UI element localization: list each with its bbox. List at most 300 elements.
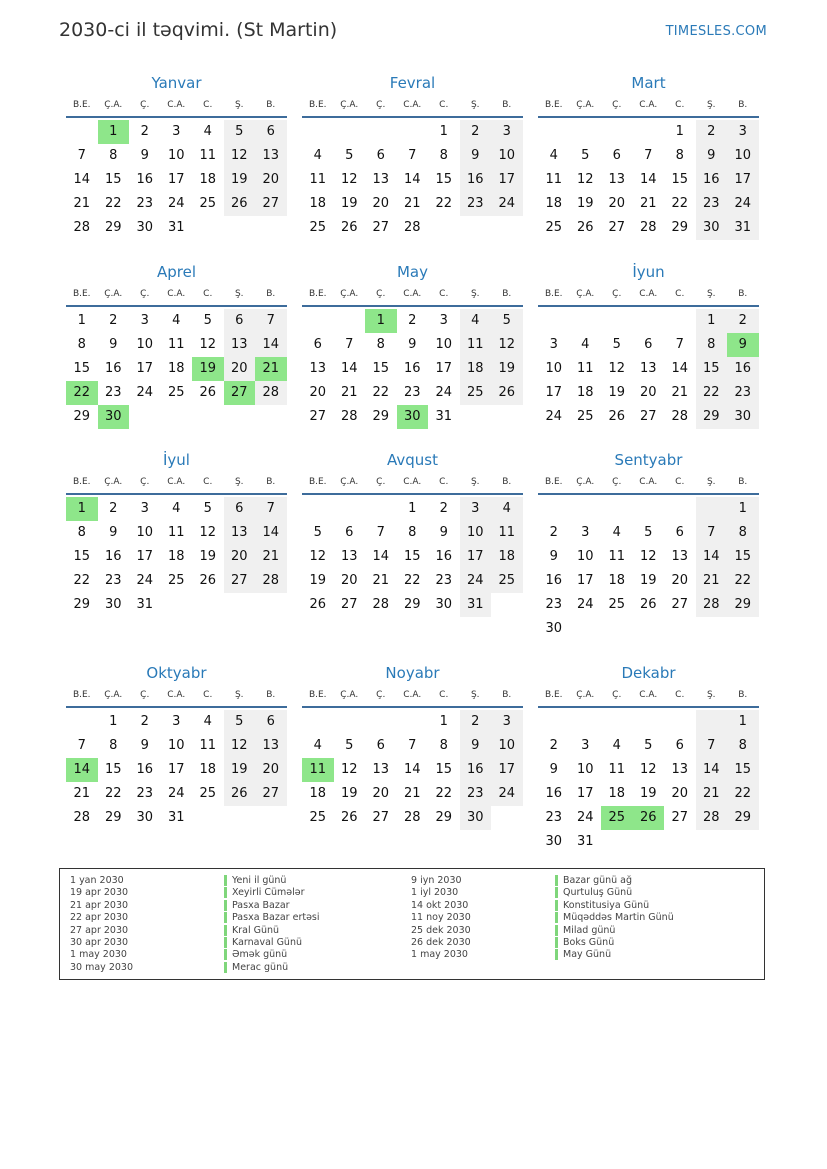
day-cell: 25: [199, 196, 217, 211]
day-cell: 11: [491, 521, 523, 545]
empty-cell: [538, 120, 570, 144]
month-name: Fevral: [389, 74, 436, 92]
weekday-label: C.: [675, 690, 685, 700]
weekday-label: C.A.: [167, 477, 186, 487]
legend-date: 1 iyl 2030: [411, 887, 459, 899]
weekday-label: Ç.A.: [576, 100, 595, 110]
day-cell: 16: [545, 573, 563, 588]
day-cell: 17: [545, 385, 563, 400]
empty-cell: [302, 710, 334, 734]
day-cell: 15: [696, 357, 728, 381]
day-cell: 10: [167, 738, 185, 753]
day-cell: 15: [435, 172, 453, 187]
day-cell: 23: [696, 192, 728, 216]
weekday-label: Ç.: [140, 477, 150, 487]
empty-cell: [601, 309, 633, 333]
empty-cell: [365, 497, 397, 521]
day-cell: 18: [545, 196, 563, 211]
day-cell: 16: [136, 762, 154, 777]
day-cell: 28: [403, 810, 421, 825]
holiday-color-marker: [224, 937, 227, 948]
day-cell: 1: [727, 710, 759, 734]
day-cell: 30: [136, 220, 154, 235]
day-cell: 6: [224, 309, 256, 333]
weekday-label: Ş.: [234, 690, 244, 700]
weekday-header: [538, 283, 759, 307]
empty-cell: [633, 830, 665, 854]
day-cell: 24: [460, 569, 492, 593]
empty-cell: [192, 405, 224, 429]
day-cell: 24: [167, 786, 185, 801]
day-cell: 22: [104, 196, 122, 211]
day-cell: 26: [491, 381, 523, 405]
day-cell: 4: [612, 738, 621, 753]
legend-holiday-name: Konstitusiya Günü: [563, 899, 650, 911]
legend-holiday-name: Merac günü: [232, 961, 289, 973]
empty-cell: [601, 830, 633, 854]
legend-holiday-name: Pasxa Bazar: [232, 899, 290, 911]
day-cell: 15: [727, 758, 759, 782]
day-cell: 6: [255, 120, 287, 144]
legend-holiday-name: Qurtuluş Günü: [563, 887, 633, 899]
day-cell: 5: [491, 309, 523, 333]
holiday-legend: [59, 868, 765, 980]
day-cell: 2: [549, 738, 558, 753]
weekday-label: B.: [738, 690, 748, 700]
day-cell: 28: [639, 220, 657, 235]
weekday-label: B.E.: [544, 477, 563, 487]
empty-cell: [601, 617, 633, 641]
legend-date: 27 apr 2030: [70, 924, 129, 936]
day-cell: 2: [140, 124, 149, 139]
weekday-label: C.A.: [639, 289, 658, 299]
legend-date: 30 may 2030: [70, 961, 134, 973]
day-cell: 6: [376, 148, 385, 163]
empty-cell: [397, 710, 429, 734]
legend-holiday-name: Kral Günü: [232, 924, 280, 936]
day-cell: 26: [199, 385, 217, 400]
day-cell: 14: [696, 758, 728, 782]
day-cell: 30: [696, 216, 728, 240]
day-cell: 7: [376, 525, 385, 540]
weekday-header: [66, 283, 287, 307]
day-cell: 19: [309, 573, 327, 588]
day-cell: 15: [104, 172, 122, 187]
legend-holiday-name: Pasxa Bazar ertəsi: [232, 912, 320, 924]
day-cell: 1: [675, 124, 684, 139]
day-cell: 28: [696, 593, 728, 617]
day-cell: 9: [727, 333, 759, 357]
day-cell: 3: [491, 710, 523, 734]
day-cell: 25: [460, 381, 492, 405]
empty-cell: [538, 710, 570, 734]
day-cell: 25: [309, 220, 327, 235]
day-cell: 15: [372, 361, 390, 376]
month-name: Noyabr: [385, 664, 440, 682]
day-grid: [66, 118, 287, 240]
day-cell: 26: [340, 810, 358, 825]
day-cell: 26: [199, 573, 217, 588]
day-cell: 12: [224, 734, 256, 758]
day-cell: 16: [435, 549, 453, 564]
weekday-header: [302, 684, 523, 708]
holiday-color-marker: [224, 900, 227, 911]
day-cell: 18: [309, 196, 327, 211]
day-cell: 22: [435, 786, 453, 801]
holiday-color-marker: [555, 912, 558, 923]
day-cell: 2: [727, 309, 759, 333]
day-cell: 7: [345, 337, 354, 352]
day-cell: 31: [435, 409, 453, 424]
day-cell: 23: [545, 597, 563, 612]
day-cell: 14: [696, 545, 728, 569]
day-cell: 19: [340, 196, 358, 211]
day-cell: 16: [136, 172, 154, 187]
holiday-color-marker: [224, 912, 227, 923]
weekday-label: Ç.A.: [104, 477, 123, 487]
day-cell: 11: [608, 762, 626, 777]
day-cell: 22: [727, 569, 759, 593]
empty-cell: [633, 617, 665, 641]
weekday-label: Ç.A.: [576, 690, 595, 700]
day-cell: 11: [545, 172, 563, 187]
day-cell: 26: [224, 782, 256, 806]
legend-date: 22 apr 2030: [70, 912, 129, 924]
day-cell: 22: [671, 196, 689, 211]
legend-holiday-name: Boks Günü: [563, 936, 615, 948]
day-cell: 4: [172, 313, 181, 328]
month-name: Aprel: [156, 263, 197, 281]
page-title: 2030-ci il təqvimi. (St Martin): [59, 19, 338, 41]
empty-cell: [161, 593, 193, 617]
day-cell: 10: [727, 144, 759, 168]
weekday-label: Ç.A.: [340, 100, 359, 110]
day-cell: 23: [136, 196, 154, 211]
day-cell: 3: [727, 120, 759, 144]
day-cell: 11: [167, 337, 185, 352]
day-cell: 16: [727, 357, 759, 381]
day-cell: 13: [255, 144, 287, 168]
day-cell: 5: [224, 120, 256, 144]
day-cell: 31: [727, 216, 759, 240]
day-cell: 21: [73, 196, 91, 211]
legend-date: 1 yan 2030: [70, 875, 124, 886]
day-cell: 8: [376, 337, 385, 352]
day-cell: 15: [403, 549, 421, 564]
day-cell: 26: [576, 220, 594, 235]
day-cell: 15: [73, 549, 91, 564]
empty-cell: [334, 710, 366, 734]
day-cell: 22: [435, 196, 453, 211]
empty-cell: [255, 593, 287, 617]
day-cell: 27: [372, 810, 390, 825]
day-cell: 26: [608, 409, 626, 424]
weekday-label: C.A.: [639, 477, 658, 487]
weekday-label: Ç.: [140, 100, 150, 110]
day-cell: 25: [167, 385, 185, 400]
day-cell: 14: [639, 172, 657, 187]
day-cell: 5: [644, 738, 653, 753]
day-cell: 15: [73, 361, 91, 376]
legend-holiday-name: Yeni il günü: [232, 875, 287, 886]
empty-cell: [66, 710, 98, 734]
day-cell: 14: [66, 758, 98, 782]
empty-cell: [302, 120, 334, 144]
empty-cell: [570, 710, 602, 734]
empty-cell: [601, 497, 633, 521]
legend-names: [555, 875, 674, 962]
day-cell: 8: [109, 738, 118, 753]
empty-cell: [224, 216, 256, 240]
weekday-label: Ç.: [140, 289, 150, 299]
weekday-label: B.: [266, 100, 276, 110]
day-cell: 18: [167, 549, 185, 564]
weekday-label: Ş.: [234, 289, 244, 299]
day-cell: 31: [576, 834, 594, 849]
day-cell: 1: [727, 497, 759, 521]
day-cell: 2: [439, 501, 448, 516]
day-cell: 30: [545, 621, 563, 636]
weekday-label: B.: [738, 100, 748, 110]
day-cell: 5: [345, 148, 354, 163]
day-cell: 7: [696, 521, 728, 545]
day-cell: 22: [73, 573, 91, 588]
day-cell: 4: [313, 738, 322, 753]
day-cell: 16: [545, 786, 563, 801]
day-cell: 27: [671, 810, 689, 825]
day-cell: 19: [199, 549, 217, 564]
empty-cell: [696, 497, 728, 521]
day-cell: 28: [340, 409, 358, 424]
day-cell: 1: [66, 497, 98, 521]
day-cell: 8: [727, 521, 759, 545]
day-cell: 22: [403, 573, 421, 588]
weekday-label: C.: [439, 477, 449, 487]
empty-cell: [727, 830, 759, 854]
day-cell: 14: [403, 172, 421, 187]
day-cell: 21: [696, 569, 728, 593]
weekday-header: [66, 471, 287, 495]
holiday-color-marker: [224, 887, 227, 898]
day-cell: 2: [460, 120, 492, 144]
weekday-label: B.E.: [308, 477, 327, 487]
weekday-header: [66, 684, 287, 708]
day-cell: 19: [639, 573, 657, 588]
day-cell: 14: [255, 333, 287, 357]
day-cell: 3: [172, 714, 181, 729]
day-cell: 22: [696, 381, 728, 405]
day-cell: 16: [403, 361, 421, 376]
day-cell: 21: [671, 385, 689, 400]
empty-cell: [302, 497, 334, 521]
day-cell: 19: [192, 357, 224, 381]
empty-cell: [538, 497, 570, 521]
day-cell: 24: [491, 782, 523, 806]
day-cell: 2: [460, 710, 492, 734]
day-cell: 6: [224, 497, 256, 521]
day-grid: [66, 307, 287, 429]
weekday-label: C.: [203, 690, 213, 700]
day-cell: 13: [639, 361, 657, 376]
weekday-label: Ç.: [376, 100, 386, 110]
day-cell: 13: [671, 549, 689, 564]
weekday-label: B.: [738, 289, 748, 299]
day-cell: 7: [644, 148, 653, 163]
day-cell: 4: [491, 497, 523, 521]
legend-holiday-name: Müqəddəs Martin Günü: [563, 912, 674, 924]
empty-cell: [460, 405, 492, 429]
day-cell: 27: [639, 409, 657, 424]
month-8: [302, 449, 523, 617]
day-cell: 3: [581, 525, 590, 540]
weekday-label: Ş.: [706, 690, 716, 700]
day-cell: 1: [109, 714, 118, 729]
month-7: [66, 449, 287, 617]
day-cell: 27: [671, 597, 689, 612]
day-cell: 2: [109, 501, 118, 516]
day-cell: 16: [460, 758, 492, 782]
weekday-header: [66, 94, 287, 118]
empty-cell: [491, 216, 523, 240]
weekday-label: B.E.: [544, 289, 563, 299]
day-cell: 3: [460, 497, 492, 521]
day-cell: 18: [608, 573, 626, 588]
day-cell: 11: [309, 172, 327, 187]
empty-cell: [491, 593, 523, 617]
legend-date: 1 may 2030: [70, 949, 127, 961]
weekday-label: C.: [203, 289, 213, 299]
day-cell: 7: [77, 148, 86, 163]
day-cell: 29: [435, 810, 453, 825]
day-cell: 25: [199, 786, 217, 801]
day-cell: 11: [608, 549, 626, 564]
weekday-label: B.: [266, 690, 276, 700]
day-cell: 13: [372, 172, 390, 187]
legend-names: [224, 875, 320, 974]
weekday-label: C.A.: [403, 100, 422, 110]
month-5: [302, 261, 523, 429]
empty-cell: [570, 497, 602, 521]
brand-link[interactable]: TIMESLES.COM: [665, 24, 767, 39]
day-cell: 18: [309, 786, 327, 801]
empty-cell: [664, 830, 696, 854]
day-cell: 31: [136, 597, 154, 612]
day-cell: 3: [581, 738, 590, 753]
day-cell: 23: [727, 381, 759, 405]
day-cell: 21: [372, 573, 390, 588]
day-cell: 8: [109, 148, 118, 163]
weekday-header: [302, 94, 523, 118]
day-cell: 10: [460, 521, 492, 545]
day-cell: 5: [644, 525, 653, 540]
day-cell: 4: [460, 309, 492, 333]
weekday-label: Ç.: [612, 100, 622, 110]
legend-date: 30 apr 2030: [70, 936, 129, 948]
day-cell: 10: [576, 762, 594, 777]
day-cell: 12: [340, 172, 358, 187]
weekday-label: Ş.: [470, 477, 480, 487]
day-cell: 18: [576, 385, 594, 400]
day-cell: 7: [696, 734, 728, 758]
holiday-color-marker: [224, 875, 227, 886]
day-cell: 10: [136, 337, 154, 352]
day-cell: 15: [435, 762, 453, 777]
day-cell: 9: [460, 734, 492, 758]
empty-cell: [428, 216, 460, 240]
day-cell: 8: [439, 148, 448, 163]
empty-cell: [570, 617, 602, 641]
day-cell: 29: [696, 405, 728, 429]
day-cell: 25: [608, 597, 626, 612]
weekday-label: Ç.A.: [576, 289, 595, 299]
day-cell: 12: [309, 549, 327, 564]
weekday-label: Ş.: [706, 100, 716, 110]
day-grid: [66, 708, 287, 830]
day-cell: 2: [696, 120, 728, 144]
day-cell: 5: [203, 313, 212, 328]
weekday-label: Ç.: [612, 289, 622, 299]
day-cell: 13: [340, 549, 358, 564]
day-cell: 27: [372, 220, 390, 235]
day-cell: 4: [612, 525, 621, 540]
month-name: İyun: [632, 263, 665, 281]
holiday-color-marker: [224, 925, 227, 936]
day-cell: 12: [199, 337, 217, 352]
day-cell: 25: [491, 569, 523, 593]
weekday-label: C.A.: [403, 690, 422, 700]
empty-cell: [727, 617, 759, 641]
month-name: Yanvar: [151, 74, 202, 92]
day-cell: 11: [167, 525, 185, 540]
day-grid: [538, 118, 759, 240]
day-cell: 14: [255, 521, 287, 545]
day-cell: 27: [340, 597, 358, 612]
weekday-label: C.A.: [639, 690, 658, 700]
weekday-label: Ç.A.: [340, 477, 359, 487]
month-4: [66, 261, 287, 429]
empty-cell: [696, 830, 728, 854]
day-cell: 7: [408, 148, 417, 163]
weekday-label: B.: [266, 477, 276, 487]
day-cell: 10: [435, 337, 453, 352]
day-cell: 26: [309, 597, 327, 612]
day-cell: 20: [372, 786, 390, 801]
day-cell: 9: [140, 148, 149, 163]
day-cell: 25: [167, 573, 185, 588]
empty-cell: [224, 806, 256, 830]
holiday-color-marker: [555, 900, 558, 911]
day-cell: 29: [727, 806, 759, 830]
day-cell: 11: [199, 738, 217, 753]
day-cell: 5: [313, 525, 322, 540]
empty-cell: [161, 405, 193, 429]
day-cell: 30: [104, 597, 122, 612]
empty-cell: [460, 216, 492, 240]
empty-cell: [334, 120, 366, 144]
day-cell: 28: [372, 597, 390, 612]
day-cell: 9: [408, 337, 417, 352]
day-cell: 28: [73, 810, 91, 825]
day-cell: 14: [403, 762, 421, 777]
day-cell: 2: [549, 525, 558, 540]
day-cell: 21: [403, 196, 421, 211]
weekday-label: B.E.: [308, 289, 327, 299]
weekday-label: B.E.: [72, 690, 91, 700]
day-cell: 23: [460, 782, 492, 806]
day-cell: 9: [549, 549, 558, 564]
day-cell: 6: [675, 525, 684, 540]
legend-date: 9 iyn 2030: [411, 875, 462, 886]
